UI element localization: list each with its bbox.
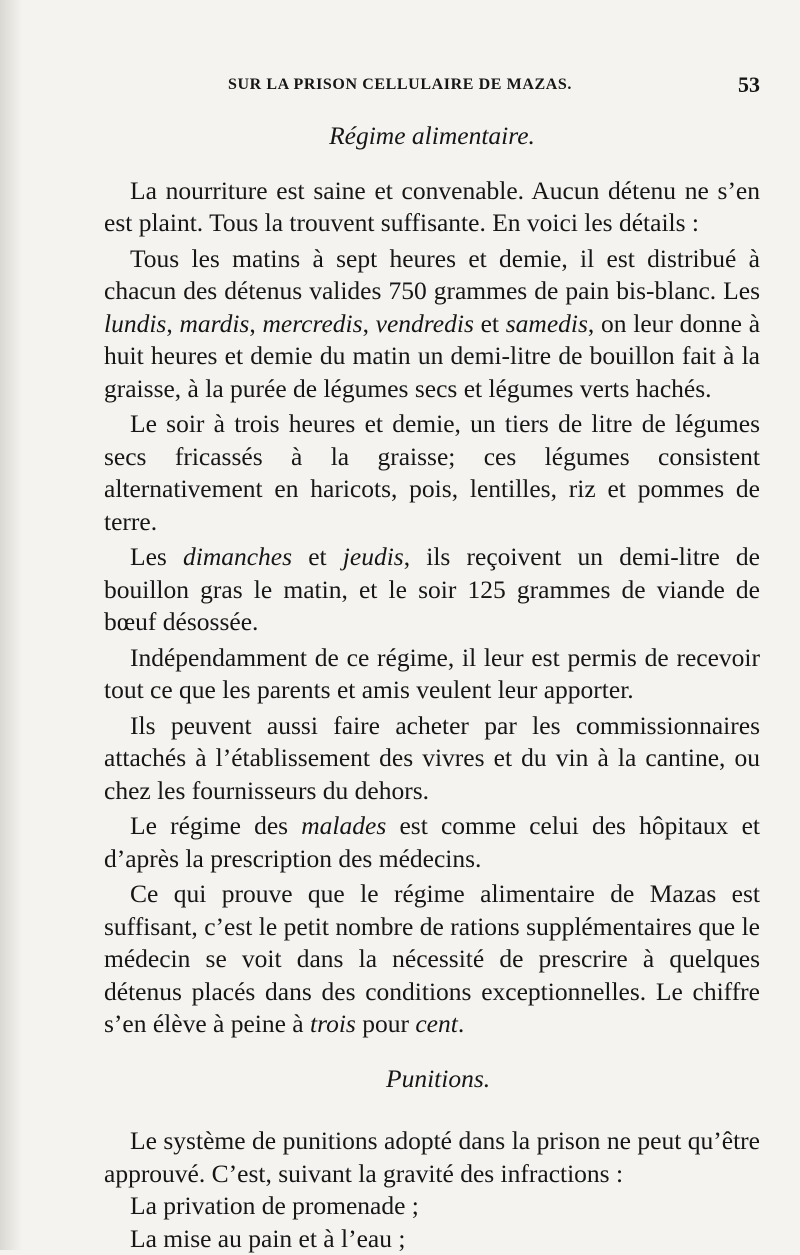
text-body: [104, 120, 760, 1255]
text-run: et: [474, 309, 506, 338]
page-number: 53: [738, 72, 760, 98]
italic-word: cent: [415, 1009, 457, 1038]
paragraph-cantine: Ils peuvent aussi faire acheter par les commissionnaires attachés à l’établissement des vivres et du vin à la cantine, ou chez les fournisseurs du dehors.: [104, 710, 760, 808]
text-run: Tous les matins à sept heures et demie, il est distribué à chacun des détenus valides 750 grammes de pain bis-blanc. Les: [104, 244, 760, 306]
paragraph-independamment: Indépendamment de ce régime, il leur est permis de recevoir tout ce que les parents et amis veulent leur apporter.: [104, 642, 760, 707]
italic-word: dimanches: [183, 542, 292, 571]
list-item-promenade: La privation de promenade ;: [104, 1190, 760, 1223]
text-run: , on leur donne à huit heures et demie du matin un demi-litre de bouillon fait à la graisse, à la purée de légumes secs et légumes verts hachés.: [104, 309, 760, 403]
page-gutter-shadow: [0, 0, 22, 1250]
text-run: pour: [356, 1009, 416, 1038]
paragraph-punitions: Le système de punitions adopté dans la prison ne peut qu’être approuvé. C’est, suivant la gravité des infractions :: [104, 1125, 760, 1190]
paragraph-nourriture: La nourriture est saine et convenable. Aucun détenu ne s’en est plaint. Tous la trouvent suffisante. En voici les détails :: [104, 175, 760, 240]
italic-word: samedis: [506, 309, 588, 338]
italic-word: jeudis: [343, 542, 404, 571]
text-run: , ils reçoivent un demi-litre de bouillon gras le matin, et le soir 125 grammes de viande de bœuf désossée.: [104, 542, 760, 636]
text-run: .: [458, 1009, 464, 1038]
list-item-pain-eau: La mise au pain et à l’eau ;: [104, 1223, 760, 1255]
section-title-punitions: Punitions.: [104, 1063, 760, 1096]
italic-word: trois: [310, 1009, 356, 1038]
italic-word: malades: [301, 811, 386, 840]
text-run: ,: [249, 309, 262, 338]
running-head: SUR LA PRISON CELLULAIRE DE MAZAS.: [228, 76, 572, 94]
page-header: [100, 72, 760, 102]
text-run: Ce qui prouve que le régime alimentaire de Mazas est suffisant, c’est le petit nombre de rations supplémentaires que le médecin se voit dans la nécessité de prescrire à quelques détenus placés dans des conditions exceptionnelles. Le chiffre s’en élève à peine à: [104, 879, 760, 1038]
italic-word: lundis: [104, 309, 166, 338]
italic-word: mardis: [179, 309, 249, 338]
italic-word: vendredis: [376, 309, 474, 338]
italic-word: mercredis: [262, 309, 362, 338]
section-title-regime: Régime alimentaire.: [104, 120, 760, 153]
text-run: et: [292, 542, 343, 571]
paragraph-malades: [104, 810, 760, 875]
text-run: Le régime des: [130, 811, 301, 840]
text-run: ,: [166, 309, 179, 338]
text-run: Les: [130, 542, 183, 571]
paragraph-suffisant: [104, 878, 760, 1041]
paragraph-dimanches: [104, 541, 760, 639]
text-run: est comme celui des hôpitaux et d’après la prescription des médecins.: [104, 811, 760, 873]
paragraph-matins: [104, 243, 760, 406]
paragraph-soir: Le soir à trois heures et demie, un tiers de litre de légumes secs fricassés à la graisse; ces légumes consistent alternativement en haricots, pois, lentilles, riz et pommes de terre.: [104, 408, 760, 538]
text-run: ,: [363, 309, 376, 338]
